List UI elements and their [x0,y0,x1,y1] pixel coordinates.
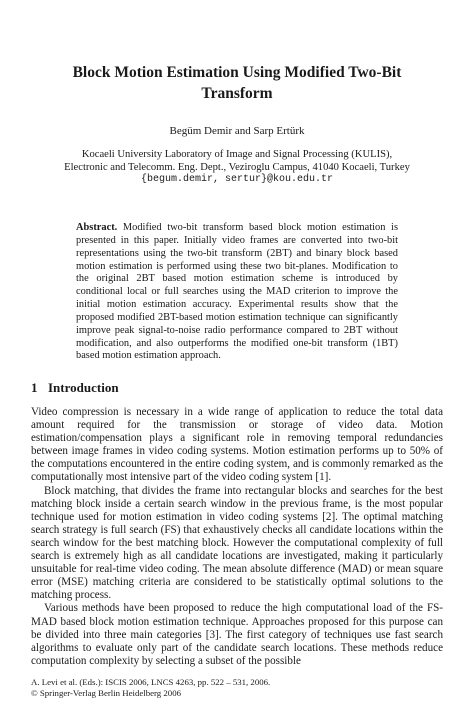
affiliation-line-1: Kocaeli University Laboratory of Image and Signal Processing (KULIS), [81,149,393,160]
abstract-text: Modified two-bit transform based block motion estimation is presented in this paper. Initially video frames are converted into two-bit representations using the two-bit transform (2BT) and binary block based motion estimation is performed using these two bit-planes. Modification to the original 2BT based motion estimation scheme is introduced by conditional local or full searches using the MAD criterion to improve the initial motion estimation accuracy. Experimental results show that the proposed modified 2BT-based motion estimation technique can significantly improve peak signal-to-noise radio performance compared to 2BT without modification, and also outperforms the modified one-bit transform (1BT) based motion estimation approach. [76,222,398,362]
section-title: Introduction [48,380,119,395]
section-heading [31,380,119,396]
body-paragraph: Various methods have been proposed to reduce the high computational load of the FS-MAD based block motion estimation technique. Approaches proposed for this purpose can be divided into three main categories [3]. The first category of techniques use fast search algorithms to evaluate only part of the candidate search locations. These methods reduce computation complexity by selecting a subset of the possible [31,602,443,667]
section-body [31,406,443,668]
affiliation-line-2: Electronic and Telecomm. Eng. Dept., Veziroglu Campus, 41040 Kocaeli, Turkey [64,161,410,173]
body-paragraph: Block matching, that divides the frame into rectangular blocks and searches for the best matching block inside a certain search window in the previous frame, is the most popular technique used for motion estimation in video coding systems [2]. The optimal matching search strategy is full search (FS) that exhaustively checks all candidate locations within the search window for the best matching block. However the computational complexity of full search is extremely high as all candidate locations are investigated, making it particularly unsuitable for real-time video coding. The mean absolute difference (MAD) or mean square error (MSE) matching criteria are considered to be statistically optimal solutions to the matching process. [31,484,443,602]
author-email: {begum.demir, sertur}@kou.edu.tr [140,174,334,185]
section-number: 1 [31,380,38,395]
page-footer [31,677,270,699]
paper-title-line-2: Transform [201,85,273,102]
abstract [76,222,398,363]
paper-title-line-1: Block Motion Estimation Using Modified Two-Bit [72,64,402,81]
abstract-label: Abstract. [76,222,118,233]
author-list: Begüm Demir and Sarp Ertürk [169,125,305,137]
copyright-line: © Springer-Verlag Berlin Heidelberg 2006 [31,688,181,698]
affiliation [40,149,434,187]
citation-line: A. Levi et al. (Eds.): ISCIS 2006, LNCS 4263, pp. 522 – 531, 2006. [31,677,271,687]
body-paragraph: Video compression is necessary in a wide range of application to reduce the total data amount required for the transmission or storage of video data. Motion estimation/compensation plays a significant role in removing temporal redundancies between image frames in video coding systems. Motion estimation performs up to 50% of the computations encountered in the entire coding system, and is commonly remarked as the computationally most intensive part of the video coding system [1]. [31,406,443,484]
paper-title [40,62,434,104]
